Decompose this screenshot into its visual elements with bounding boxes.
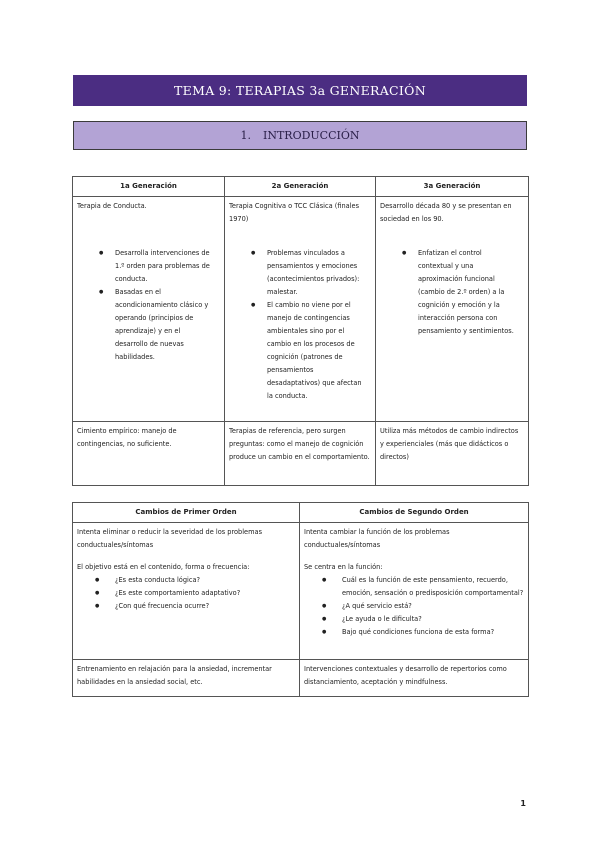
cell-intro: Terapia Cognitiva o TCC Clásica (finales 1970) [229, 202, 360, 223]
bullet-list [77, 247, 220, 364]
column-header: Cambios de Segundo Orden [300, 503, 529, 523]
table-cell [73, 523, 300, 660]
table-row [73, 523, 529, 660]
table-cell: Entrenamiento en relajación para la ansiedad, incrementar habilidades en la ansiedad social, etc. [73, 660, 300, 697]
bullet-list [229, 247, 371, 403]
bullet-list [380, 247, 524, 338]
section-title: INTRODUCCIÓN [262, 129, 360, 142]
table-cell [225, 197, 376, 422]
list-item: ● ¿A qué servicio está? [304, 600, 524, 613]
table-cell: Intervenciones contextuales y desarrollo de repertorios como distanciamiento, aceptación y mindfulness. [300, 660, 529, 697]
page-title: TEMA 9: TERAPIAS 3a GENERACIÓN [73, 75, 527, 106]
table-cell [376, 197, 529, 422]
section-number: 1. [240, 129, 251, 142]
list-item: ● Bajo qué condiciones funciona de esta forma? [304, 626, 524, 639]
table-cell: Terapias de referencia, pero surgen preguntas: como el manejo de cognición produce un cambio en el comportamiento. [225, 422, 376, 486]
list-item: ● Desarrolla intervenciones de 1.º orden para problemas de conducta. [77, 247, 220, 286]
cell-intro: Desarrollo década 80 y se presentan en sociedad en los 90. [380, 202, 512, 223]
table-row [73, 422, 529, 486]
list-item: ● ¿Le ayuda o le dificulta? [304, 613, 524, 626]
focus-label: Se centra en la función: [304, 563, 383, 571]
generations-table [72, 176, 529, 486]
list-item: ● Basadas en el acondicionamiento clásico y operando (principios de aprendizaje) y en el desarrollo de nuevas habilidades. [77, 286, 220, 364]
list-item: ● Problemas vinculados a pensamientos y emociones (acontecimientos privados): malestar. [229, 247, 371, 299]
cell-intro: Intenta eliminar o reducir la severidad de los problemas conductuales/síntomas [77, 528, 263, 549]
column-header: Cambios de Primer Orden [73, 503, 300, 523]
list-item: ● Enfatizan el control contextual y una aproximación funcional (cambio de 2.º orden) a la cognición y emoción y la interacción persona con pensamiento y sentimientos. [380, 247, 524, 338]
cell-intro: Intenta cambiar la función de los problemas conductuales/síntomas [304, 528, 450, 549]
table-cell [300, 523, 529, 660]
list-item: ● ¿Es esta conducta lógica? [77, 574, 295, 587]
focus-label: El objetivo está en el contenido, forma o frecuencia: [77, 563, 250, 571]
list-item: ● ¿Con qué frecuencia ocurre? [77, 600, 295, 613]
bullet-list [77, 574, 295, 613]
list-item: ● El cambio no viene por el manejo de contingencias ambientales sino por el cambio en los procesos de cognición (patrones de pensamientos desadaptativos) que afectan la conducta. [229, 299, 371, 403]
section-heading [73, 121, 527, 150]
table-header-row [73, 177, 529, 197]
column-header: 1a Generación [73, 177, 225, 197]
table-cell [73, 197, 225, 422]
cell-intro: Terapia de Conducta. [77, 202, 147, 210]
table-row [73, 197, 529, 422]
column-header: 2a Generación [225, 177, 376, 197]
page-number: 1 [520, 799, 526, 808]
list-item: ● Cuál es la función de este pensamiento, recuerdo, emoción, sensación o predisposición comportamental? [304, 574, 524, 600]
list-item: ● ¿Es este comportamiento adaptativo? [77, 587, 295, 600]
order-changes-table [72, 502, 529, 697]
bullet-list [304, 574, 524, 639]
table-header-row [73, 503, 529, 523]
table-cell: Utiliza más métodos de cambio indirectos y experienciales (más que didácticos o directos) [376, 422, 529, 486]
column-header: 3a Generación [376, 177, 529, 197]
table-row [73, 660, 529, 697]
table-cell: Cimiento empírico: manejo de contingencias, no suficiente. [73, 422, 225, 486]
